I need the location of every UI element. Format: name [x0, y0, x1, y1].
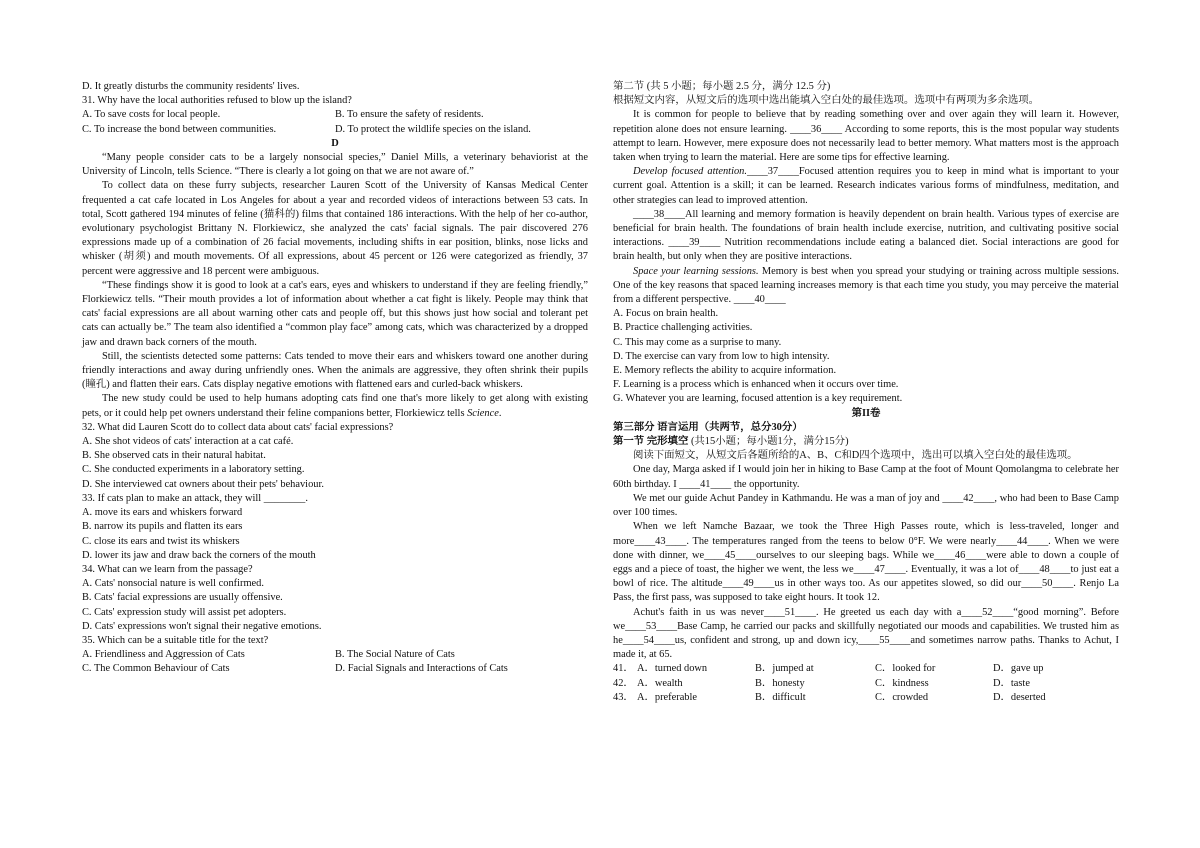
q33-end: .: [305, 492, 308, 504]
choice-option-b: B. Practice challenging activities.: [613, 322, 753, 334]
q31-stem: 31. Why have the local authorities refused to blow up the island?: [82, 95, 352, 107]
cloze-text: “good morning”. Before we: [613, 606, 1119, 632]
option-c: C．crowded: [875, 691, 929, 703]
q33-option-c: C. close its ears and twist its whiskers: [82, 535, 240, 547]
q34-option-a: A. Cats' nonsocial nature is well confirmed.: [82, 578, 264, 590]
blank-36: ____36____: [790, 123, 843, 135]
seven-choose-five-para-3: [613, 208, 1119, 265]
q31-option-c: C. To increase the bond between communities.: [82, 123, 277, 135]
para-3-text-b: Nutrition recommendations include eating a balanced diet. Social interactions are good for brain health, but only when they are positive interactions.: [613, 237, 1119, 263]
q34-option-d: D. Cats' expressions won't signal their negative emotions.: [82, 620, 322, 632]
blank-38: ____38____: [633, 208, 685, 220]
blank-55: ____55____: [858, 634, 911, 646]
q32-option-d: D. She interviewed cat owners about their pets' behaviour.: [82, 478, 324, 490]
passage-d-para-1: “Many people consider cats to be a largely nonsocial species,” Daniel Mills, a veterinary behaviorist at the University of Lincoln, tells Science. “There is clearly a lot going on that we are not aware of.”: [82, 152, 588, 178]
q35-options-row1: [82, 648, 588, 662]
para-3-text-a: All learning and memory formation is heavily dependent on brain health. Various types of exercise are beneficial for brain health. The foundations of brain health include exercise, nutrition, and cultivating positive social interactions.: [613, 208, 1119, 249]
q34-stem: 34. What can we learn from the passage?: [82, 563, 253, 575]
q33-text: 33. If cats plan to make an attack, they will: [82, 492, 264, 504]
section-1-scoring: (共15小题；每小题1分，满分15分): [688, 436, 849, 448]
blank-44: ____44____: [996, 535, 1049, 547]
cloze-text: the opportunity.: [731, 478, 800, 490]
choice-option-a: A. Focus on brain health.: [613, 308, 719, 320]
para-4-heading: Space your learning sessions.: [633, 265, 759, 277]
cloze-text: . Eventually, it was a lot of: [905, 563, 1019, 575]
passage-d-para-5: [82, 392, 588, 420]
q32-option-c: C. She conducted experiments in a laboratory setting.: [82, 464, 305, 476]
cloze-q41-options: [613, 662, 1119, 676]
para-5-text: The new study could be used to help humans adopting cats find one that's more likely to get along with existing pets, or it could help pet owners understand their feline companions better, Florkiewicz tells: [82, 393, 588, 419]
cloze-text: to just eat a bowl of rice. The altitude: [613, 563, 1119, 590]
option-b: B．honesty: [755, 677, 805, 689]
passage-d-para-2: To collect data on these furry subjects, researcher Lauren Scott of the University of Kansas Medical Center frequented a cat cafe located in Los Angeles for about a year and recorded videos of interactions between 53 cats. In total, Scott gathered 194 minutes of feline (猫科的) films that contained 186 interactions. With the help of her co-author, evolutionary psychologist Brittany N. Florkiewicz, she analyzed the cats' facial signals. The pair discovered 276 expressions made up of a combination of 26 facial movements, including shifts in ear position, blinks, nose licks and whisker (胡须) and mouth movements. Of all expressions, about 45 percent or 126 were categorized as friendly, 37 percent were aggressive and 18 percent were ambiguous.: [82, 180, 588, 277]
option-d: D．deserted: [993, 691, 1046, 703]
passage-d-para-4: Still, the scientists detected some patterns: Cats tended to move their ears and whiskers toward one another during friendly interactions and away during unfriendly ones. When the animals are aggressive, they often shrink their pupils (瞳孔) and flatten their ears. Cats display negative emotions with flattened ears and curled-back whiskers.: [82, 350, 588, 391]
option-a: A．wealth: [637, 677, 683, 689]
q35-option-c: C. The Common Behaviour of Cats: [82, 663, 230, 675]
q31-option-d: D. To protect the wildlife species on the island.: [335, 123, 531, 135]
section-1-heading: [613, 435, 1119, 449]
q35-option-d: D. Facial Signals and Interactions of Cats: [335, 663, 508, 675]
blank-40: ____40____: [733, 294, 786, 306]
cloze-text: . The temperatures ranged from the teens to below 0°F. We were nearly: [686, 535, 997, 547]
cloze-text: , who had been to Base Camp over 100 times.: [613, 492, 1119, 519]
choice-option-g: G. Whatever you are learning, focused attention is a key requirement.: [613, 393, 903, 405]
choice-option-c: C. This may come as a surprise to many.: [613, 336, 782, 348]
q35-stem: 35. Which can be a suitable title for the text?: [82, 634, 269, 646]
section-2-title: 第二节 (共 5 小题；每小题 2.5 分，满分 12.5 分): [613, 81, 831, 92]
passage-d-para-3: “These findings show it is good to look at a cat's ears, eyes and whiskers to understand if they are feeling friendly,” Florkiewicz tells. “Their mouth provides a lot of information about whether a cat fight is likely. People may think that cats' facial expressions are all about warning other cats and people off, but this shows just how social and tolerant pet cats can actually be.” The team also identified a “common play face” among cats, which was characterized by a dropped jaw and drawn back corners of the mouth.: [82, 279, 588, 348]
q32-stem: 32. What did Lauren Scott do to collect data about cats' facial expressions?: [82, 421, 394, 433]
para-2-heading: Develop focused attention.: [633, 166, 747, 178]
cloze-q42-options: [613, 677, 1119, 691]
q35-option-b: B. The Social Nature of Cats: [335, 649, 455, 661]
blank-48: ____48____: [1018, 563, 1071, 575]
blank-51: ____51____: [764, 606, 816, 618]
blank-52: ____52____: [961, 606, 1014, 618]
para-2-text: Focused attention requires you to keep in mind what is important to your current goal. Attention is a skill; it can be learned. Research indicates various forms of mindfulness, meditation, and other strategies can lead to improved attention.: [613, 166, 1120, 206]
blank-53: ____53____: [625, 620, 678, 632]
cloze-text: We met our guide Achut Pandey in Kathmandu. He was a man of joy and: [633, 492, 943, 504]
q33-option-d: D. lower its jaw and draw back the corners of the mouth: [82, 549, 316, 561]
q35-options-row2: [82, 662, 588, 676]
q33-option-a: A. move its ears and whiskers forward: [82, 507, 243, 519]
blank-46: ____46____: [934, 549, 987, 561]
q31-option-a: A. To save costs for local people.: [82, 109, 221, 121]
para-5-source: Science: [467, 407, 499, 419]
cloze-para-1: [613, 463, 1119, 491]
q32-option-a: A. She shot videos of cats' interaction at a cat café.: [82, 436, 294, 448]
para-1-text-b: According to some reports, this is the most popular way students attempt to learn. However, mere exposure does not necessarily lead to better memory. What matters most is the approach taken when trying to learn the material. Here are some tips for effective learning.: [613, 123, 1119, 164]
cloze-text: When we left Namche Bazaar, we took the Three High Passes route, which is less-traveled, longer and more: [613, 521, 1119, 547]
choice-option-e: E. Memory reflects the ability to acquire information.: [613, 365, 837, 377]
option-b: B．jumped at: [755, 663, 814, 675]
seven-choose-five-para-2: [613, 165, 1119, 208]
q34-option-b: B. Cats' facial expressions are usually offensive.: [82, 592, 283, 604]
q31-options-row2: [82, 123, 588, 137]
blank-37: ____37____: [746, 166, 799, 178]
q35-option-a: A. Friendliness and Aggression of Cats: [82, 649, 245, 661]
q30-option-d: D. It greatly disturbs the community residents' lives.: [82, 81, 300, 92]
para-1-text-a: It is common for people to believe that by reading something over and over again they will learn it. However, repetition alone does not ensure learning.: [613, 109, 1119, 135]
blank-42: ____42____: [942, 492, 995, 504]
para-5-end: .: [498, 407, 502, 419]
blank-54: ____54____: [622, 634, 675, 646]
option-d: D．gave up: [993, 663, 1044, 675]
cloze-text: Base Camp, he carried our packs and skillfully negotiated our moods and capabilities. We trusted him as he: [613, 620, 1119, 646]
option-c: C．kindness: [875, 677, 929, 689]
q31-option-b: B. To ensure the safety of residents.: [335, 109, 484, 121]
cloze-text: were able to down a couple of eggs and a piece of toast, the higher we went, the less we: [613, 549, 1119, 575]
cloze-para-4: [613, 606, 1119, 663]
passage-d-heading: D: [331, 137, 339, 149]
seven-choose-five-para-4: [613, 265, 1119, 308]
blank-41: ____41____: [679, 478, 732, 490]
volume-2-heading: 第II卷: [851, 407, 881, 419]
question-number: 43．: [613, 691, 634, 703]
cloze-text: One day, Marga asked if I would join her in hiking to Base Camp at the foot of Mount Qomolangma to celebrate her 60th birthday. I: [613, 464, 1119, 490]
cloze-para-2: [613, 492, 1119, 520]
option-c: C．looked for: [875, 663, 936, 675]
blank-49: ____49____: [722, 578, 775, 590]
q31-options-row1: [82, 108, 588, 122]
option-d: D．taste: [993, 677, 1030, 689]
question-number: 41．: [613, 663, 634, 675]
cloze-instructions: 阅读下面短文，从短文后各题所给的A、B、C和D四个选项中，选出可以填入空白处的最佳选项。: [633, 450, 1078, 462]
q32-option-b: B. She observed cats in their natural habitat.: [82, 450, 266, 462]
right-column: [613, 80, 1119, 705]
seven-choose-five-para-1: [613, 108, 1119, 165]
cloze-q43-options: [613, 691, 1119, 705]
cloze-text: ourselves to our sleeping bags. While we: [756, 549, 935, 561]
section-2-instructions: 根据短文内容，从短文后的选项中选出能填入空白处的最佳选项。选项中有两项为多余选项。: [613, 95, 1040, 107]
cloze-text: us, confident and strong, up and down icy,: [674, 634, 859, 646]
q33-stem: [82, 492, 588, 506]
option-b: B．difficult: [755, 691, 806, 703]
cloze-text: Achut's faith in us was never: [633, 606, 764, 618]
blank-50: ____50____: [1021, 578, 1074, 590]
cloze-para-3: [613, 520, 1119, 605]
para-4-text: Memory is best when you spread your studying or training across multiple sessions. One of the key reasons that spaced learning increases memory is that each time you study, you may perceive the material from a different perspective.: [613, 265, 1119, 306]
blank-39: ____39____: [668, 237, 721, 249]
cloze-text: us in other ways too. As our appetites slowed, so did our: [774, 578, 1022, 590]
question-number: 42．: [613, 677, 634, 689]
cloze-text: and sometimes narrow paths. Thanks to Achut, I made it, at 65.: [613, 634, 1120, 661]
section-1-title: 第一节 完形填空: [613, 436, 689, 448]
cloze-text: . Renjo La Pass, the first pass, was supposed to take eight hours. It took 12.: [613, 578, 1119, 604]
cloze-text: . He greeted us each day with a: [815, 606, 962, 618]
cloze-text: . When we were done with dinner, we: [613, 535, 1119, 561]
option-a: A．turned down: [637, 663, 708, 675]
q33-blank: ________: [263, 492, 306, 504]
choice-option-f: F. Learning is a process which is enhanced when it occurs over time.: [613, 379, 899, 391]
choice-option-d: D. The exercise can vary from low to high intensity.: [613, 350, 830, 362]
blank-47: ____47____: [853, 563, 906, 575]
option-a: A．preferable: [637, 691, 697, 703]
blank-45: ____45____: [704, 549, 757, 561]
blank-43: ____43____: [634, 535, 687, 547]
q33-option-b: B. narrow its pupils and flatten its ears: [82, 521, 243, 533]
q34-option-c: C. Cats' expression study will assist pet adopters.: [82, 606, 287, 618]
part-3-heading: 第三部分 语言运用（共两节，总分30分）: [613, 421, 803, 433]
left-column: [82, 80, 588, 677]
